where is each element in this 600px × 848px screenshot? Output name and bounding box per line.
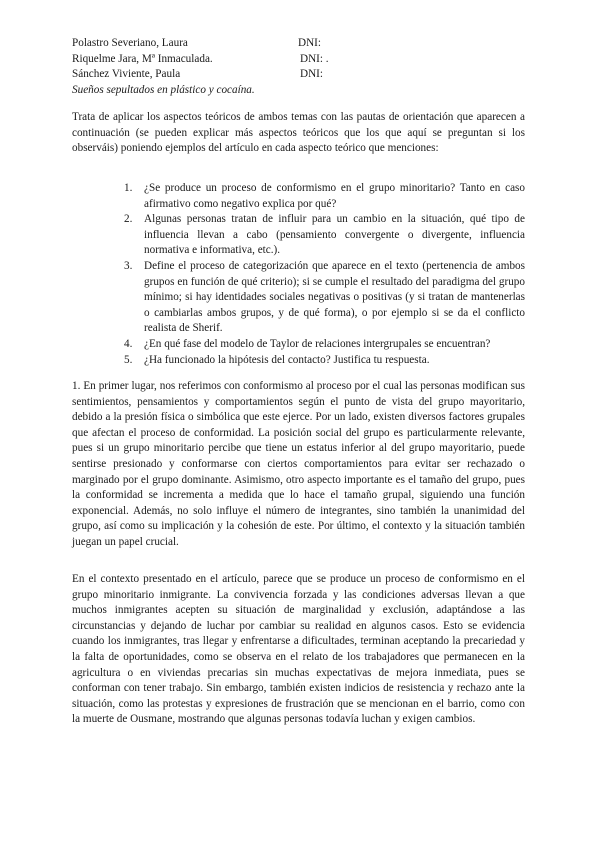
author-name: Sánchez Viviente, Paula (72, 68, 181, 80)
answer-paragraph-1: 1. En primer lugar, nos referimos con conformismo al proceso por el cual las personas modifican sus sentimientos, pensamientos y comportamientos según el punto de vista del grupo mayoritario, debido a la presión física o simbólica que este ejerce. Por un lado, existen diversos factores grupales que afectan el proceso de conformidad. La posición social del grupo es particularmente relevante, pues si un grupo minoritario percibe que tiene un estatus inferior al del grupo mayoritario, puede sentirse presionado y conformarse con ciertos comportamientos para evitar ser rechazado o marginado por el grupo dominante. Asimismo, otro aspecto importante es el tamaño del grupo, pues la conformidad se incrementa a medida que lo hace el tamaño grupal, siguiendo una función exponencial. Además, no solo influye el número de integrantes, sino también la unanimidad del grupo, así como su implicación y la cohesión de este. Por último, el contexto y la situación también juegan un papel crucial. (72, 380, 525, 548)
question-number: 4. (124, 337, 133, 350)
question-text: Define el proceso de categorización que aparece en el texto (pertenencia de ambos grupos en función de qué criterio); si se cumple el resultado del paradigma del grupo mínimo; si hay identidades sociales negativas o positivas (y si tratan de mantenerlas o cambiarlas ambos grupos, y de qué forma), o por ejemplo si se da el conflicto realista de Sherif. (144, 259, 525, 335)
question-number: 1. (124, 182, 133, 194)
author-row (72, 67, 532, 83)
author-dni: DNI: (298, 37, 321, 49)
author-dni: DNI: (300, 68, 323, 80)
list-item (118, 259, 525, 337)
question-number: 3. (124, 259, 133, 272)
author-row (72, 52, 532, 68)
question-text: ¿Ha funcionado la hipótesis del contacto? Justifica tu respuesta. (144, 353, 430, 366)
author-name: Polastro Severiano, Laura (72, 37, 188, 49)
question-list (118, 181, 525, 368)
question-number: 5. (124, 353, 133, 366)
author-row (72, 36, 532, 52)
author-header (72, 36, 532, 98)
list-item (118, 181, 525, 212)
question-text: ¿Se produce un proceso de conformismo en el grupo minoritario? Tanto en caso afirmativo como negativo explica por qué? (144, 182, 525, 210)
question-number: 2. (124, 213, 133, 226)
intro-paragraph: Trata de aplicar los aspectos teóricos de ambos temas con las pautas de orientación que aparecen a continuación (se pueden explicar más aspectos teóricos que los que aquí se preguntan si los observáis) poniendo ejemplos del artículo en cada aspecto teórico que menciones: (72, 111, 525, 155)
document-subtitle: Sueños sepultados en plástico y cocaína. (72, 83, 255, 96)
list-item (118, 212, 525, 259)
answer-paragraph-2: En el contexto presentado en el artículo, parece que se produce un proceso de conformismo en el grupo minoritario inmigrante. La convivencia forzada y las condiciones adversas llevan a que muchos inmigrantes acepten su situación de marginalidad y exclusión, adaptándose a las circunstancias y dejando de luchar por cambiar su realidad en algunos casos. Esto se evidencia cuando los inmigrantes, tras llegar y enfrentarse a dificultades, terminan aceptando la precariedad y la falta de oportunidades, como se observa en el relato de los trabajadores que permanecen en la agricultura o en viviendas precarias sin muchas expectativas de mejora inmediata, pues se conforman con tener trabajo. Sin embargo, también existen indicios de resistencia y rechazo ante la situación, como las protestas y expresiones de frustración que se mencionan en el barrio, como con la muerte de Ousmane, mostrando que algunas personas todavía luchan y exigen cambios. (72, 573, 525, 726)
author-name: Riquelme Jara, Mª Inmaculada. (72, 52, 213, 65)
author-dni: DNI: . (300, 52, 329, 65)
question-text: Algunas personas tratan de influir para un cambio en la situación, qué tipo de influencia llevan a cabo (pensamiento convergente o divergente, influencia normativa e informativa, etc.). (144, 213, 525, 257)
question-text: ¿En qué fase del modelo de Taylor de relaciones intergrupales se encuentran? (144, 337, 491, 350)
list-item (118, 353, 525, 369)
list-item (118, 337, 525, 353)
